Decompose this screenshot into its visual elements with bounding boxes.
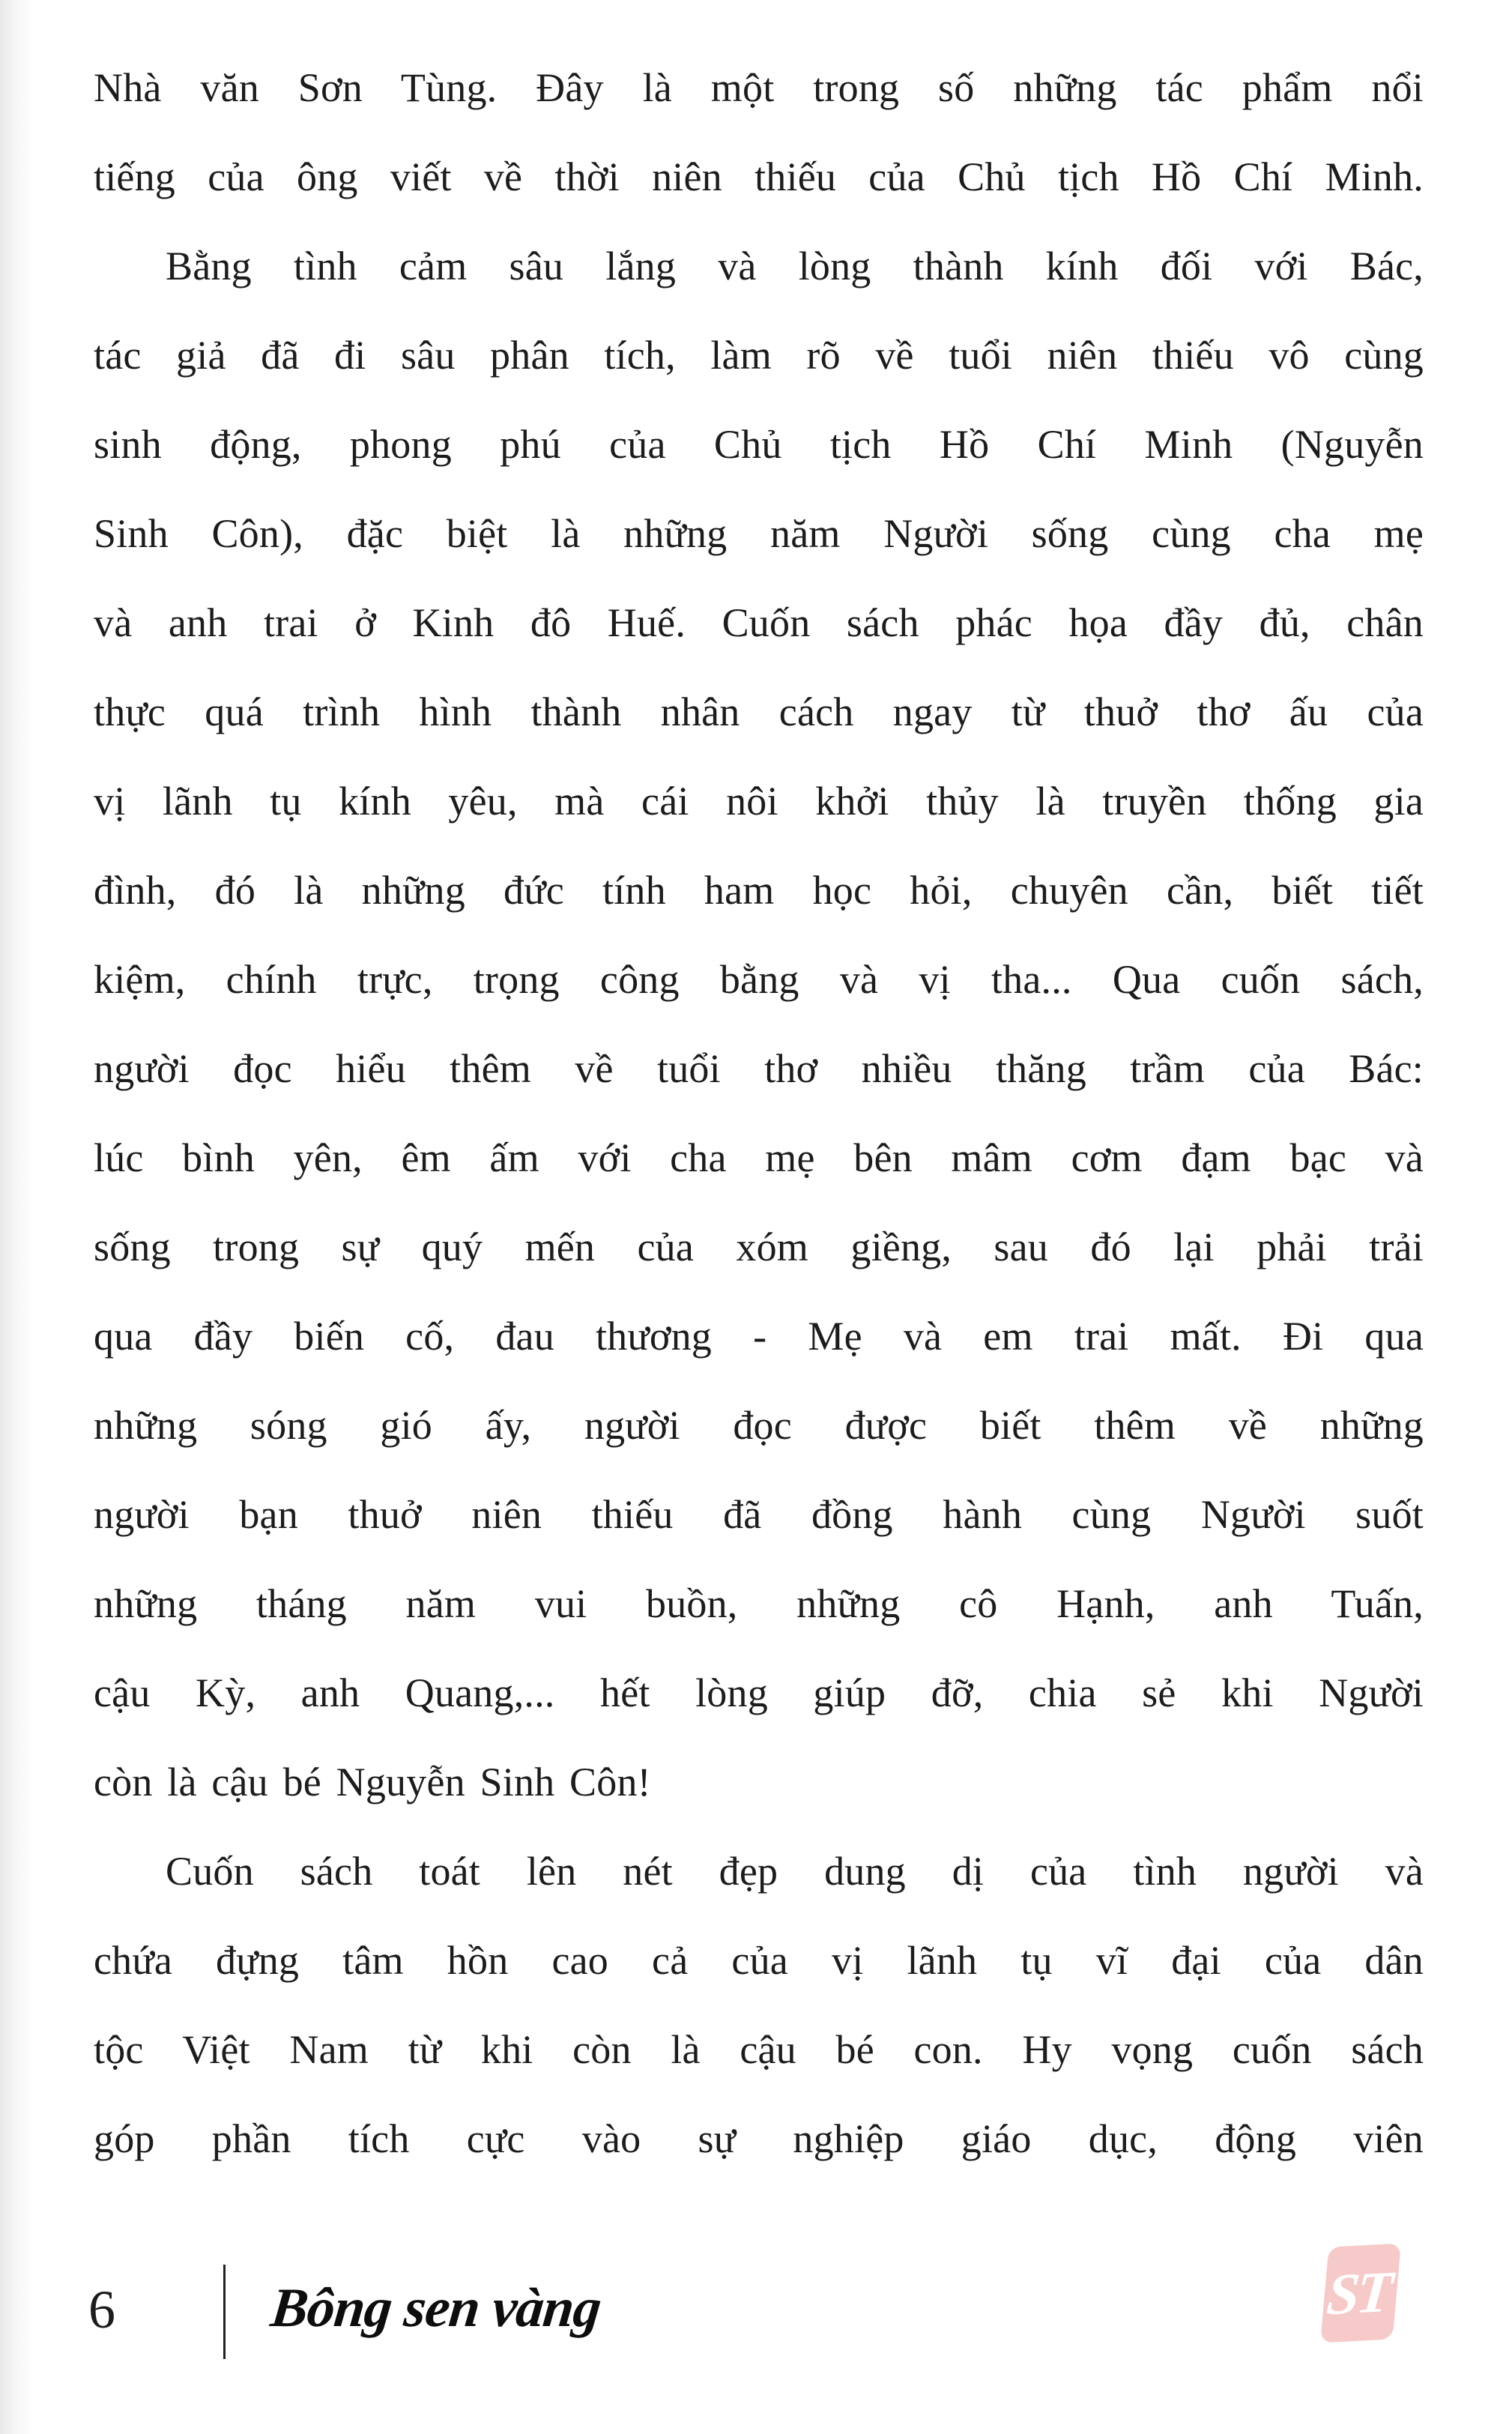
st-logo [1320,2244,1401,2343]
page-left-edge-shadow [0,0,34,2434]
body-line: qua đầy biến cố, đau thương - Mẹ và em trai mất. Đi qua [94,1314,1424,1359]
st-logo-text: ST [1324,2259,1393,2328]
footer-book-title: Bông sen vàng [267,2277,604,2339]
body-line: chứa đựng tâm hồn cao cả của vị lãnh tụ vĩ đại của dân [94,1938,1424,1983]
body-line: Sinh Côn), đặc biệt là những năm Người sống cùng cha mẹ [94,511,1424,556]
body-line: tiếng của ông viết về thời niên thiếu của Chủ tịch Hồ Chí Minh. [94,154,1424,199]
page-number: 6 [88,2280,115,2340]
body-line: những sóng gió ấy, người đọc được biết thêm về những [94,1403,1424,1448]
body-line: kiệm, chính trực, trọng công bằng và vị tha... Qua cuốn sách, [94,957,1424,1002]
body-line: sống trong sự quý mến của xóm giềng, sau đó lại phải trải [94,1224,1424,1269]
body-line: đình, đó là những đức tính ham học hỏi, chuyên cần, biết tiết [94,868,1424,913]
body-line: Bằng tình cảm sâu lắng và lòng thành kính đối với Bác, [166,244,1424,289]
body-line: người bạn thuở niên thiếu đã đồng hành cùng Người suốt [94,1492,1424,1537]
body-line: tác giả đã đi sâu phân tích, làm rõ về tuổi niên thiếu vô cùng [94,333,1424,378]
body-line: góp phần tích cực vào sự nghiệp giáo dục, động viên [94,2116,1424,2161]
body-line: Nhà văn Sơn Tùng. Đây là một trong số những tác phẩm nổi [94,65,1424,110]
body-line: và anh trai ở Kinh đô Huế. Cuốn sách phác họa đầy đủ, chân [94,600,1424,645]
page-body-text [94,43,1424,2184]
footer-divider [223,2265,226,2359]
body-line: người đọc hiểu thêm về tuổi thơ nhiều thăng trầm của Bác: [94,1046,1424,1091]
body-line: lúc bình yên, êm ấm với cha mẹ bên mâm cơm đạm bạc và [94,1135,1424,1180]
body-line: Cuốn sách toát lên nét đẹp dung dị của tình người và [166,1849,1424,1894]
body-line: còn là cậu bé Nguyễn Sinh Côn! [94,1760,651,1805]
body-line: những tháng năm vui buồn, những cô Hạnh, anh Tuấn, [94,1581,1424,1626]
body-line: cậu Kỳ, anh Quang,... hết lòng giúp đỡ, chia sẻ khi Người [94,1670,1424,1715]
body-line: tộc Việt Nam từ khi còn là cậu bé con. Hy vọng cuốn sách [94,2027,1424,2072]
body-line: vị lãnh tụ kính yêu, mà cái nôi khởi thủy là truyền thống gia [94,779,1424,824]
body-line: thực quá trình hình thành nhân cách ngay từ thuở thơ ấu của [94,689,1424,734]
body-line: sinh động, phong phú của Chủ tịch Hồ Chí Minh (Nguyễn [94,422,1424,467]
